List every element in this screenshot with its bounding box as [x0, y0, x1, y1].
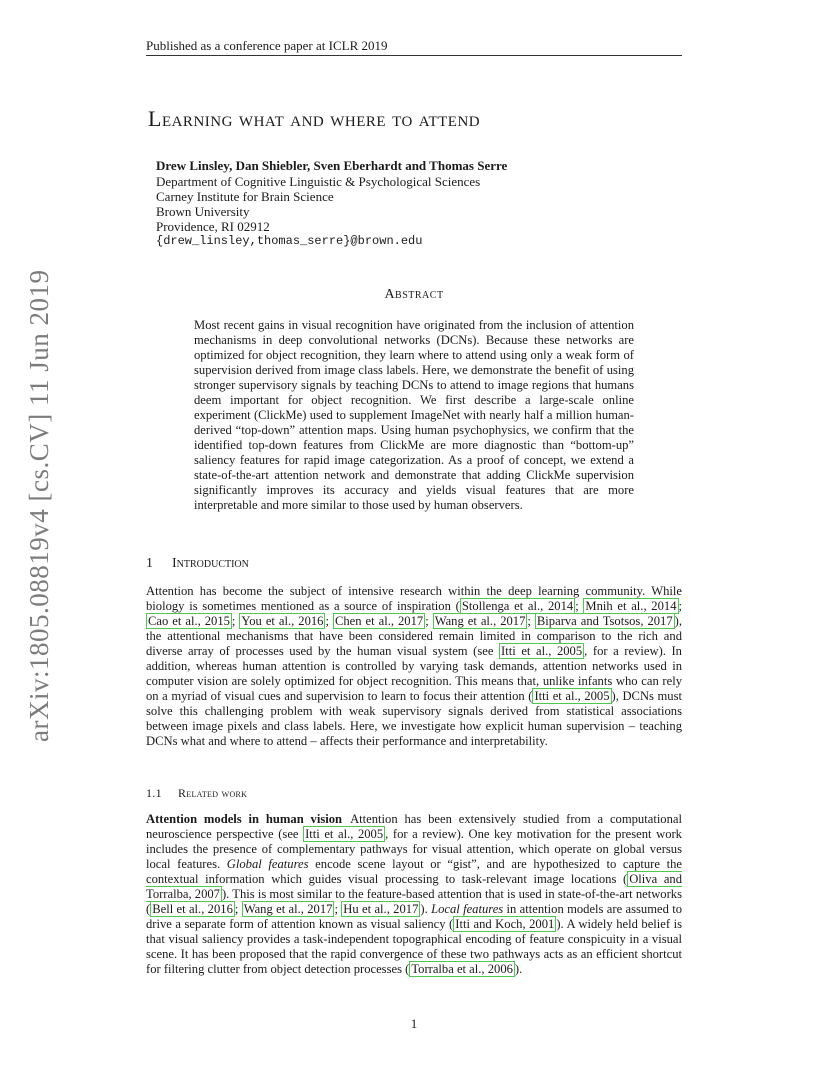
introduction-paragraph: Attention has become the subject of intensive research within the deep learning community. While biology is sometimes mentioned as a source of inspiration ( Stollenga et al., 2014 ; Mnih et al., 2014 ; Cao et al., 2015 ; You et al., 2016 ; Chen et al., 2017 ; Wang et al., 2017 ; Biparva and Tsotsos, 2017 ), the attentional mechanisms that have been considered remain limited in comparison to the rich and diverse array of processes used by the human visual system (see Itti et al., 2005 , for a review). In addition, whereas human attention is controlled by varying task demands, attention networks used in computer vision are solely optimized for object recognition. This means that, unlike infants who can rely on a myriad of visual cues and supervision to learn to focus their attention ( Itti et al., 2005 ), DCNs must solve this challenging problem with weak supervisory signals derived from statistical associations between image pixels and class labels. Here, we investigate how explicit human supervision – teaching DCNs what and where to attend – affects their performance and interpretability. — [146, 584, 683, 748]
page-number: 1 — [410, 1016, 418, 1031]
subsection-heading-related-work — [146, 786, 247, 801]
affiliation-line: Department of Cognitive Linguistic & Psychological Sciences — [156, 174, 481, 189]
section-heading-introduction — [146, 556, 249, 572]
affiliation-line: Providence, RI 02912 — [156, 219, 270, 234]
citation-link[interactable]: Wang et al., 2017 — [243, 902, 333, 916]
related-work-paragraph: Attention models in human vision Attention has been extensively studied from a computational neuroscience perspective (see Itti et al., 2005 , for a review). One key motivation for the present work includes the presence of complementary pathways for visual attention, which operate on global versus local features. Global features encode scene layout or “gist”, and are hypothesized to capture the contextual information which guides visual processing to task-relevant image locations ( Oliva and Torralba, 2007 ). This is most similar to the feature-based attention that is used in state-of-the-art networks ( Bell et al., 2016 ; Wang et al., 2017 ; Hu et al., 2017 ). Local features in attention models are assumed to drive a separate form of attention known as visual saliency ( Itti and Koch, 2001 ). A widely held belief is that visual saliency provides a task-independent topographical encoding of feature conspicuity in a visual scene. It has been proposed that the rapid convergence of these two pathways acts as an efficient shortcut for filtering clutter from object detection processes ( Torralba et al., 2006 ). — [146, 812, 683, 976]
citation-link[interactable]: Itti et al., 2005 — [534, 689, 610, 703]
text-run: encode scene layout or “gist”, and are hypothesized to capture the contextual information which guides visual processing to task-relevant image locations ( — [146, 857, 683, 886]
text-run: ). A widely held belief is that visual saliency provides a task-independent topographical encoding of feature conspicuity in a visual scene. It has been proposed that the rapid convergence of these two pathways acts as an efficient shortcut for filtering clutter from object detection processes ( — [146, 917, 682, 976]
citation-link[interactable]: Hu et al., 2017 — [343, 902, 419, 916]
subsection-number: 1.1 — [146, 786, 162, 800]
abstract-text: Most recent gains in visual recognition have originated from the inclusion of attention mechanisms in deep convolutional networks (DCNs). Because these networks are optimized for object recognition, they learn where to attend using only a weak form of supervision derived from image class labels. Here, we demonstrate the benefit of using stronger supervisory signals by teaching DCNs to attend to image regions that humans deem important for object recognition. We first describe a large-scale online experiment (ClickMe) used to supplement ImageNet with nearly half a million human-derived “top-down” attention maps. Using human psychophysics, we confirm that the identified top-down features from ClickMe are more diagnostic than “bottom-up” saliency features for rapid image categorization. As a proof of concept, we extend a state-of-the-art attention network and demonstrate that adding ClickMe supervision significantly improves its accuracy and yields visual features that are more interpretable and more similar to those used by human observers. — [194, 318, 634, 512]
citation-link[interactable]: Cao et al., 2015 — [148, 614, 230, 628]
author-list: Drew Linsley, Dan Shiebler, Sven Eberhardt and Thomas Serre — [156, 158, 508, 173]
arxiv-stamp: arXiv:1805.08819v4 [cs.CV] 11 Jun 2019 — [24, 269, 54, 742]
citation-link[interactable]: Itti et al., 2005 — [501, 644, 583, 658]
subsection-title: Related work — [178, 786, 248, 800]
running-header: Published as a conference paper at ICLR 2019 — [146, 38, 388, 53]
text-run: , for a review). One key motivation for the present work includes the presence of complementary pathways for visual attention, which operate on global versus local features. — [146, 827, 682, 871]
citation-link[interactable]: Stollenga et al., 2014 — [461, 599, 574, 613]
text-run: ). — [514, 962, 523, 976]
citation-link[interactable]: Itti et al., 2005 — [305, 827, 384, 841]
paragraph-runin-heading: Attention models in human vision — [146, 812, 343, 826]
paper-title: Learning what and where to attend — [148, 106, 481, 131]
affiliation-line: Brown University — [156, 204, 250, 219]
emphasis-text: Global features — [226, 857, 309, 871]
text-run: ), the attentional mechanisms that have been considered remain limited in comparison to the rich and diverse array of processes used by the human visual system (see — [146, 614, 682, 658]
text-run: ), DCNs must solve this challenging problem with weak supervisory signals derived from statistical associations between image pixels and class labels. Here, we investigate how explicit human supervision – teaching DCNs what and where to attend – affects their performance and interpretability. — [146, 689, 683, 748]
affiliation-line: Carney Institute for Brain Science — [156, 189, 334, 204]
citation-link[interactable]: Chen et al., 2017 — [334, 614, 424, 628]
text-run: in attention models are assumed to drive a separate form of attention known as visual saliency ( — [146, 902, 683, 931]
text-run: Attention has become the subject of intensive research within the deep learning community. While biology is sometimes mentioned as a source of inspiration ( — [146, 584, 682, 613]
citation-link[interactable]: Itti and Koch, 2001 — [455, 917, 555, 931]
text-run: , for a review). In addition, whereas human attention is controlled by varying task demands, attention networks used in computer vision are solely optimized for object recognition. This means that, unlike infants who can rely on a myriad of visual cues and supervision to learn to focus their attention ( — [146, 644, 682, 703]
citation-link[interactable]: Biparva and Tsotsos, 2017 — [536, 614, 673, 628]
citation-link[interactable]: Oliva and Torralba, 2007 — [146, 872, 683, 901]
text-run: ). — [420, 902, 432, 916]
text-run: Attention has been extensively studied from a computational neuroscience perspective (see — [146, 812, 682, 841]
text-run: ). This is most similar to the feature-based attention that is used in state-of-the-art networks ( — [146, 887, 682, 916]
citation-link[interactable]: You et al., 2016 — [241, 614, 324, 628]
header-rule — [146, 55, 682, 56]
section-number: 1 — [146, 556, 153, 571]
section-title: Introduction — [172, 556, 249, 571]
citation-link[interactable]: Torralba et al., 2006 — [411, 962, 513, 976]
citation-link[interactable]: Bell et al., 2016 — [152, 902, 233, 916]
author-email: {drew_linsley,thomas_serre}@brown.edu — [156, 234, 423, 248]
citation-link[interactable]: Wang et al., 2017 — [434, 614, 526, 628]
emphasis-text: Local features — [431, 902, 504, 916]
citation-link[interactable]: Mnih et al., 2014 — [585, 599, 677, 613]
abstract-heading: Abstract — [384, 287, 444, 302]
